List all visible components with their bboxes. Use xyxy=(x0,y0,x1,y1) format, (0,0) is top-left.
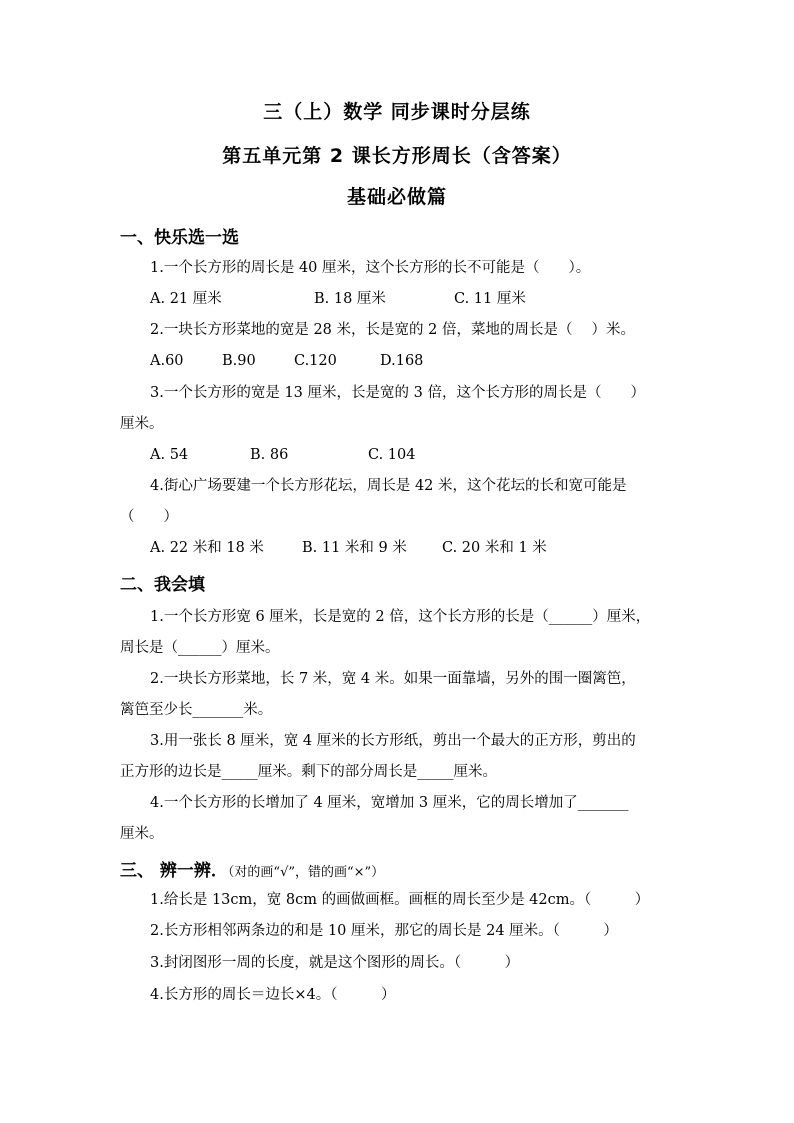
fill-question-1: 1.一个长方形宽 6 厘米，长是宽的 2 倍，这个长方形的长是（______）厘米， xyxy=(150,609,651,625)
section-judge-title: 三、 辨一辨． xyxy=(120,861,228,881)
option-c: C. 11 厘米 xyxy=(454,291,526,307)
choice-question-3: 3.一个长方形的宽是 13 厘米，长是宽的 3 倍，这个长方形的周长是（ ） xyxy=(150,385,645,401)
choice-question-4-cont: （ ） xyxy=(120,509,178,525)
option-c: C. 20 米和 1 米 xyxy=(442,540,547,556)
choice-options-1 xyxy=(150,289,526,309)
option-b: B. 11 米和 9 米 xyxy=(302,540,407,556)
choice-question-4: 4.街心广场要建一个长方形花坛，周长是 42 米，这个花坛的长和宽可能是 xyxy=(150,478,627,494)
option-d: D.168 xyxy=(380,353,424,369)
option-b: B.90 xyxy=(222,353,256,369)
choice-options-2 xyxy=(150,351,423,371)
lesson-title: 第五单元第 2 课长方形周长（含答案） xyxy=(222,145,572,167)
judge-question-4: 4.长方形的周长＝边长×4。（ ） xyxy=(150,987,396,1003)
choice-question-1: 1.一个长方形的周长是 40 厘米，这个长方形的长不可能是（ ）。 xyxy=(150,260,591,276)
option-b: B. 86 xyxy=(250,447,289,463)
level-title: 基础必做篇 xyxy=(346,186,447,208)
option-a: A. 21 厘米 xyxy=(150,291,222,307)
fill-question-1-cont: 周长是（______）厘米。 xyxy=(120,640,280,656)
choice-question-2: 2.一块长方形菜地的宽是 28 米，长是宽的 2 倍，菜地的周长是（ ）米。 xyxy=(150,322,636,338)
fill-question-4-cont: 厘米。 xyxy=(120,826,164,842)
fill-question-2: 2.一块长方形菜地，长 7 米，宽 4 米。如果一面靠墙，另外的围一圈篱笆， xyxy=(150,671,636,687)
section-judge-heading xyxy=(120,856,384,881)
section-fill-heading: 二、我会填 xyxy=(120,575,205,595)
section-judge-note: （对的画“√”，错的画“×”） xyxy=(227,865,385,880)
option-c: C. 104 xyxy=(368,447,416,463)
option-a: A. 22 米和 18 米 xyxy=(150,540,264,556)
fill-question-3: 3.用一张长 8 厘米，宽 4 厘米的长方形纸，剪出一个最大的正方形，剪出的 xyxy=(150,733,636,749)
fill-question-4: 4.一个长方形的长增加了 4 厘米，宽增加 3 厘米，它的周长增加了_______ xyxy=(150,795,629,811)
choice-question-3-cont: 厘米。 xyxy=(120,416,164,432)
option-c: C.120 xyxy=(294,353,337,369)
judge-question-2: 2.长方形相邻两条边的和是 10 厘米，那它的周长是 24 厘米。（ ） xyxy=(150,923,618,939)
judge-question-3: 3.封闭图形一周的长度，就是这个图形的周长。（ ） xyxy=(150,955,520,971)
judge-question-1: 1.给长是 13cm，宽 8cm 的画做画框。画框的周长至少是 42cm。（ ） xyxy=(150,892,650,908)
section-choice-heading: 一、快乐选一选 xyxy=(120,228,239,248)
page-title: 三（上）数学 同步课时分层练 xyxy=(263,101,531,123)
choice-options-3 xyxy=(150,445,415,465)
choice-options-4 xyxy=(150,538,547,558)
fill-question-3-cont: 正方形的边长是_____厘米。剩下的部分周长是_____厘米。 xyxy=(120,764,497,780)
fill-question-2-cont: 篱笆至少长_______米。 xyxy=(120,702,273,718)
option-a: A. 54 xyxy=(150,447,189,463)
option-a: A.60 xyxy=(150,353,184,369)
option-b: B. 18 厘米 xyxy=(314,291,386,307)
